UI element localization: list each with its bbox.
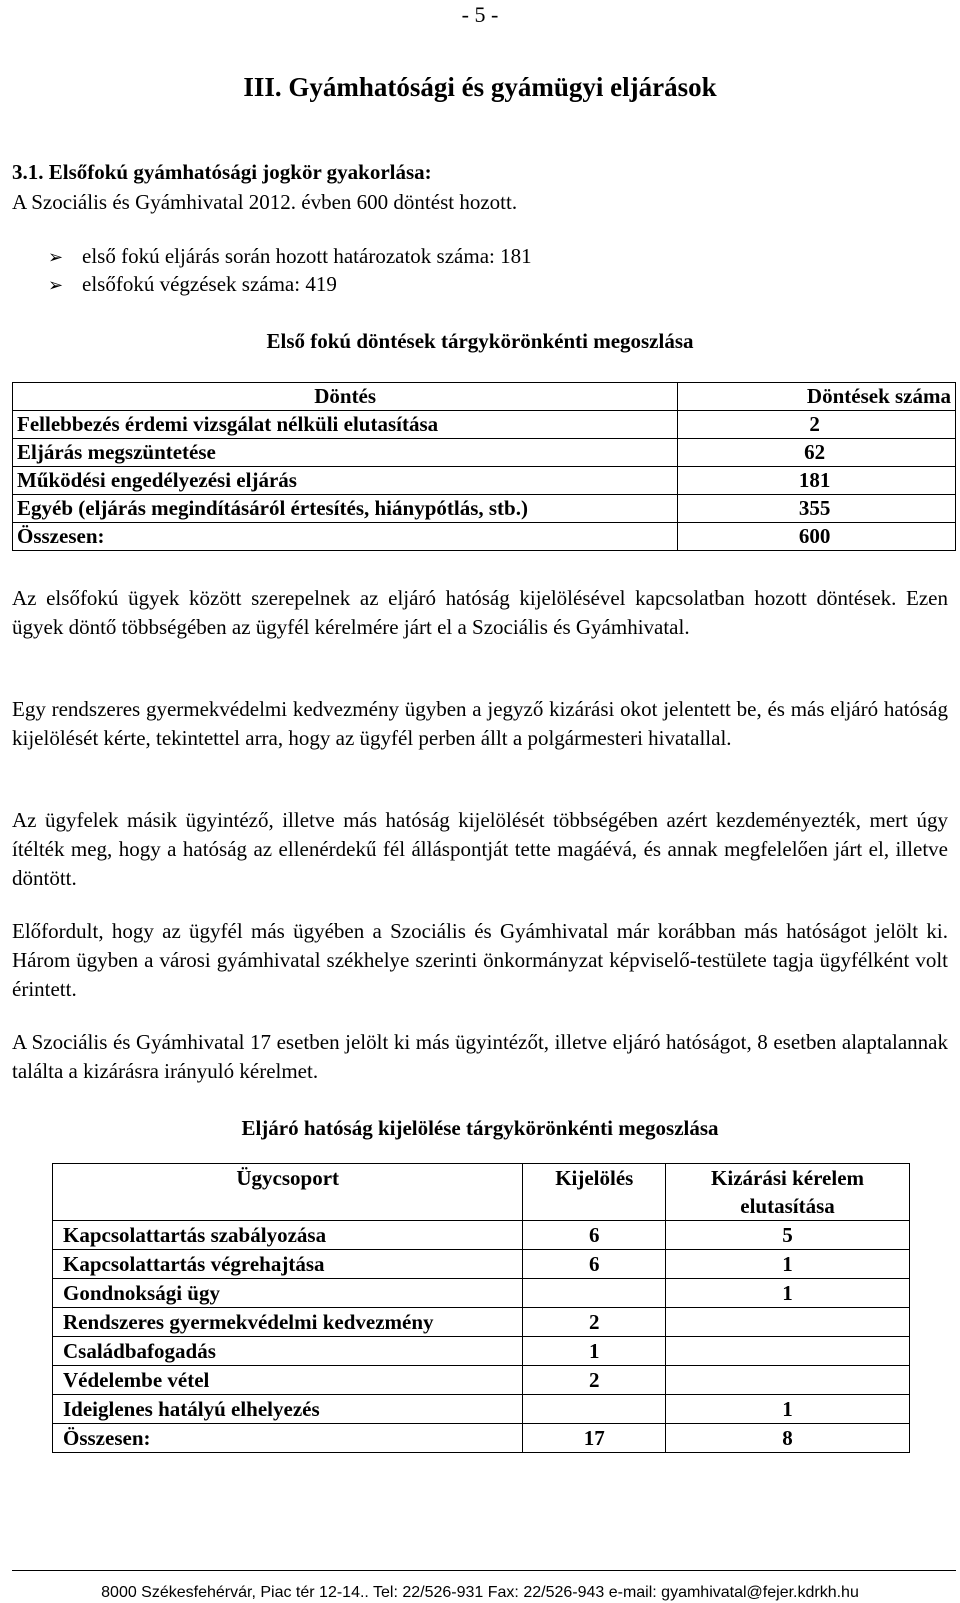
group-cell: Védelembe vétel xyxy=(53,1366,523,1395)
column-header-count: Döntések száma xyxy=(678,383,956,411)
group-cell: Összesen: xyxy=(53,1424,523,1453)
row-value: 600 xyxy=(678,523,956,551)
page-number: - 5 - xyxy=(461,2,499,27)
section-title: 3.1. Elsőfokú gyámhatósági jogkör gyakorlása: xyxy=(12,160,432,184)
table-header-row xyxy=(13,383,956,411)
exclusion-cell: 1 xyxy=(666,1395,910,1424)
row-value: 181 xyxy=(678,467,956,495)
designation-cell: 2 xyxy=(523,1308,666,1337)
table-row-total xyxy=(53,1424,910,1453)
designation-cell: 1 xyxy=(523,1337,666,1366)
chapter-title: III. Gyámhatósági és gyámügyi eljárások xyxy=(243,72,717,102)
footer-contact: 8000 Székesfehérvár, Piac tér 12-14.. Tel: 22/526-931 Fax: 22/526-943 e-mail: gyamhivatal@fejer.kdrkh.hu xyxy=(101,1584,859,1601)
bullet-item xyxy=(48,242,532,272)
paragraph-text: A Szociális és Gyámhivatal 17 esetben jelölt ki más ügyintézőt, illetve eljáró hatóságot, 8 esetben alaptalannak találta a kizárásra irányuló kérelmet. xyxy=(12,1030,948,1083)
exclusion-cell xyxy=(666,1308,910,1337)
table2-caption: Eljáró hatóság kijelölése tárgykörönkénti megoszlása xyxy=(241,1116,719,1140)
table-row xyxy=(53,1308,910,1337)
table-row-total xyxy=(13,523,956,551)
table-row xyxy=(53,1366,910,1395)
paragraph xyxy=(12,806,948,893)
exclusion-cell xyxy=(666,1337,910,1366)
exclusion-cell: 8 xyxy=(666,1424,910,1453)
exclusion-cell: 1 xyxy=(666,1279,910,1308)
row-label: Működési engedélyezési eljárás xyxy=(13,467,678,495)
table-row xyxy=(13,439,956,467)
designation-cell: 2 xyxy=(523,1366,666,1395)
row-value: 2 xyxy=(678,411,956,439)
intro-line: A Szociális és Gyámhivatal 2012. évben 600 döntést hozott. xyxy=(12,190,518,214)
table-row xyxy=(53,1221,910,1250)
designation-cell: 17 xyxy=(523,1424,666,1453)
row-label: Összesen: xyxy=(13,523,678,551)
paragraph xyxy=(12,584,948,642)
exclusion-cell: 1 xyxy=(666,1250,910,1279)
arrow-bullet-icon: ➢ xyxy=(48,275,64,296)
decisions-table xyxy=(12,382,956,551)
exclusion-cell xyxy=(666,1366,910,1395)
arrow-bullet-icon: ➢ xyxy=(48,247,64,268)
table-row xyxy=(13,467,956,495)
bullet-text: első fokú eljárás során hozott határozatok száma: 181 xyxy=(82,244,532,268)
designation-cell xyxy=(523,1279,666,1308)
bullet-text: elsőfokú végzések száma: 419 xyxy=(82,272,337,296)
table1-caption: Első fokú döntések tárgykörönkénti megoszlása xyxy=(266,329,694,353)
table-row xyxy=(53,1250,910,1279)
table-row xyxy=(53,1395,910,1424)
paragraph-text: Az elsőfokú ügyek között szerepelnek az eljáró hatóság kijelölésével kapcsolatban hozott döntések. Ezen ügyek döntő többségében az ügyfél kérelmére járt el a Szociális és Gyámhivatal. xyxy=(12,586,948,639)
row-value: 355 xyxy=(678,495,956,523)
column-header-exclusion: Kizárási kérelem elutasítása xyxy=(666,1164,910,1221)
group-cell: Gondnoksági ügy xyxy=(53,1279,523,1308)
row-label: Egyéb (eljárás megindításáról értesítés, hiánypótlás, stb.) xyxy=(13,495,678,523)
table-row xyxy=(13,411,956,439)
designation-cell: 6 xyxy=(523,1250,666,1279)
table-row xyxy=(53,1337,910,1366)
group-cell: Kapcsolattartás végrehajtása xyxy=(53,1250,523,1279)
row-label: Eljárás megszüntetése xyxy=(13,439,678,467)
group-cell: Rendszeres gyermekvédelmi kedvezmény xyxy=(53,1308,523,1337)
footer-divider xyxy=(12,1570,956,1571)
group-cell: Ideiglenes hatályú elhelyezés xyxy=(53,1395,523,1424)
paragraph xyxy=(12,917,948,1004)
paragraph xyxy=(12,695,948,753)
group-cell: Családbafogadás xyxy=(53,1337,523,1366)
group-cell: Kapcsolattartás szabályozása xyxy=(53,1221,523,1250)
table-header-row xyxy=(53,1164,910,1221)
column-header-decision: Döntés xyxy=(13,383,678,411)
paragraph-text: Előfordult, hogy az ügyfél más ügyében a Szociális és Gyámhivatal már korábban más hatóságot jelölt ki. Három ügyben a városi gyámhivatal székhelye szerinti önkormányzat képviselő-testülete tagja ügyfélként volt érintett. xyxy=(12,919,948,1001)
designation-table xyxy=(52,1163,910,1453)
paragraph xyxy=(12,1028,948,1086)
column-header-group: Ügycsoport xyxy=(53,1164,523,1221)
row-value: 62 xyxy=(678,439,956,467)
bullet-item xyxy=(48,270,337,300)
row-label: Fellebbezés érdemi vizsgálat nélküli elutasítása xyxy=(13,411,678,439)
table-row xyxy=(53,1279,910,1308)
paragraph-text: Az ügyfelek másik ügyintéző, illetve más hatóság kijelölését többségében azért kezdeményezték, mert úgy ítélték meg, hogy a hatóság az ellenérdekű fél álláspontját tette magáévá, és annak megfelelően járt el, illetve döntött. xyxy=(12,808,948,890)
exclusion-cell: 5 xyxy=(666,1221,910,1250)
designation-cell: 6 xyxy=(523,1221,666,1250)
designation-cell xyxy=(523,1395,666,1424)
paragraph-text: Egy rendszeres gyermekvédelmi kedvezmény ügyben a jegyző kizárási okot jelentett be, és más eljáró hatóság kijelölését kérte, tekintettel arra, hogy az ügyfél perben állt a polgármesteri hivatallal. xyxy=(12,697,948,750)
column-header-designation: Kijelölés xyxy=(523,1164,666,1221)
table-row xyxy=(13,495,956,523)
